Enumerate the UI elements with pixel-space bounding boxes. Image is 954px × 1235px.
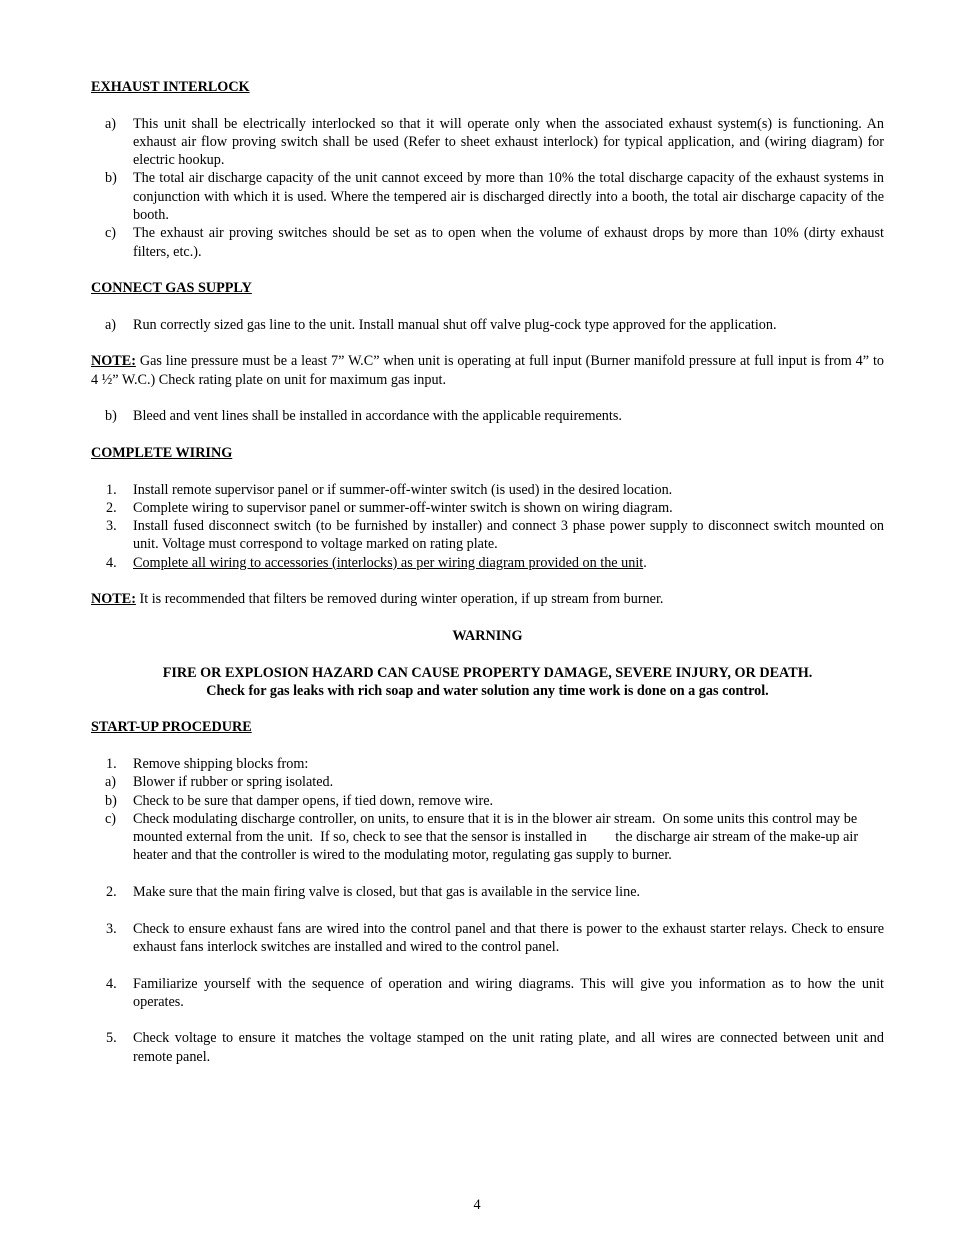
note-text: It is recommended that filters be removed during winter operation, if up stream from burner.: [135, 591, 664, 608]
exhaust-interlock-heading: EXHAUST INTERLOCK: [91, 79, 250, 95]
warning-title: WARNING: [452, 627, 523, 644]
underlined-instruction: Complete all wiring to accessories (interlocks) as per wiring diagram provided on the unit: [133, 554, 644, 571]
item-period: .: [643, 554, 647, 571]
connect-gas-supply-heading: CONNECT GAS SUPPLY: [91, 280, 252, 297]
start-up-procedure-heading: START-UP PROCEDURE: [91, 719, 252, 736]
complete-wiring-list: [91, 481, 884, 572]
page-number: 4: [473, 1197, 481, 1213]
list-item: [91, 792, 884, 810]
list-item: [91, 920, 884, 957]
list-marker: 3.: [106, 920, 117, 937]
list-item: [91, 773, 884, 791]
warning-line-hazard: FIRE OR EXPLOSION HAZARD CAN CAUSE PROPERTY DAMAGE, SEVERE INJURY, OR DEATH.: [162, 664, 813, 681]
filters-note: [91, 590, 884, 608]
list-item: [91, 755, 884, 773]
list-marker: 2.: [106, 884, 117, 901]
list-marker: 4.: [106, 554, 117, 571]
list-item-text: Familiarize yourself with the sequence of operation and wiring diagrams. This will give you information as to how the unit operates.: [133, 975, 884, 1010]
list-item-text: Install remote supervisor panel or if summer-off-winter switch (is used) in the desired location.: [133, 481, 673, 498]
list-item-text: Install fused disconnect switch (to be furnished by installer) and connect 3 phase power supply to disconnect switch mounted on unit. Voltage must correspond to voltage marked on rating plate.: [133, 518, 884, 553]
list-marker: 1.: [106, 755, 117, 772]
list-item-text: Check modulating discharge controller, on units, to ensure that it is in the blower air stream. On some units this control may be mounted external from the unit. If so, check to see that the sensor is installed in the discharge air stream of the make-up air heater and that the controller is wired to the modulating motor, regulating gas supply to burner.: [133, 810, 862, 864]
list-item: [91, 481, 884, 499]
note-label: NOTE:: [91, 591, 136, 608]
list-marker: a): [105, 115, 117, 132]
list-item-text: Make sure that the main firing valve is closed, but that gas is available in the service line.: [133, 884, 641, 901]
list-item-text: Bleed and vent lines shall be installed in accordance with the applicable requirements.: [133, 408, 622, 425]
note-label: NOTE:: [91, 353, 136, 370]
warning-line-leaks: Check for gas leaks with rich soap and water solution any time work is done on a gas control.: [206, 682, 769, 699]
list-item-text: This unit shall be electrically interlocked so that it will operate only when the associated exhaust system(s) is functioning. An exhaust air flow proving switch shall be used (Refer to sheet exhaust interlock) for typical application, and (wiring diagram) for electric hookup.: [133, 115, 884, 169]
list-marker: b): [105, 408, 117, 425]
list-item-text: Run correctly sized gas line to the unit. Install manual shut off valve plug-cock type approved for the application.: [133, 316, 777, 333]
list-marker: c): [105, 225, 117, 242]
start-up-procedure-list: [91, 755, 884, 1066]
list-marker: c): [105, 810, 117, 827]
list-marker: 3.: [106, 518, 117, 535]
list-item: [91, 1029, 884, 1066]
list-item-text: Remove shipping blocks from:: [133, 755, 309, 772]
list-item: [91, 115, 884, 170]
list-marker: a): [105, 316, 117, 333]
list-item-text: Blower if rubber or spring isolated.: [133, 774, 334, 791]
list-item-text: [133, 554, 884, 572]
list-marker: 1.: [106, 481, 117, 498]
list-item: [91, 407, 884, 425]
list-item: [91, 499, 884, 517]
list-item: [91, 883, 884, 901]
list-marker: 2.: [106, 499, 117, 516]
list-item-text: Check to be sure that damper opens, if tied down, remove wire.: [133, 792, 494, 809]
list-item: [91, 975, 884, 1012]
exhaust-interlock-list: [91, 115, 884, 261]
list-marker: b): [105, 792, 117, 809]
list-marker: 5.: [106, 1030, 117, 1047]
list-item: [91, 554, 884, 572]
list-item-text: The total air discharge capacity of the unit cannot exceed by more than 10% the total discharge capacity of the exhaust systems in conjunction with which it is used. Where the tempered air is discharged directly into a booth, the total air discharge capacity of the booth.: [133, 170, 884, 224]
note-text: Gas line pressure must be a least 7” W.C” when unit is operating at full input (Burner manifold pressure at full input is from 4” to 4 ½” W.C.) Check rating plate on unit for maximum gas input.: [91, 353, 884, 388]
list-item: [91, 316, 884, 334]
list-marker: b): [105, 170, 117, 187]
list-item-text: Check to ensure exhaust fans are wired into the control panel and that there is power to the exhaust starter relays. Check to ensure exhaust fans interlock switches are installed and wired to the control panel.: [133, 920, 884, 955]
complete-wiring-heading: COMPLETE WIRING: [91, 444, 233, 461]
list-item: [91, 169, 884, 224]
list-item: [91, 224, 884, 261]
list-marker: 4.: [106, 975, 117, 992]
list-item-text: Check voltage to ensure it matches the voltage stamped on the unit rating plate, and all wires are connected between unit and remote panel.: [133, 1030, 884, 1065]
gas-pressure-note: [91, 352, 884, 389]
document-page: [91, 78, 884, 1066]
list-item: [91, 810, 884, 865]
list-marker: a): [105, 774, 117, 791]
list-item-text: Complete wiring to supervisor panel or summer-off-winter switch is shown on wiring diagram.: [133, 499, 673, 516]
list-item: [91, 517, 884, 554]
list-item-text: The exhaust air proving switches should be set as to open when the volume of exhaust drops by more than 10% (dirty exhaust filters, etc.).: [133, 225, 884, 260]
